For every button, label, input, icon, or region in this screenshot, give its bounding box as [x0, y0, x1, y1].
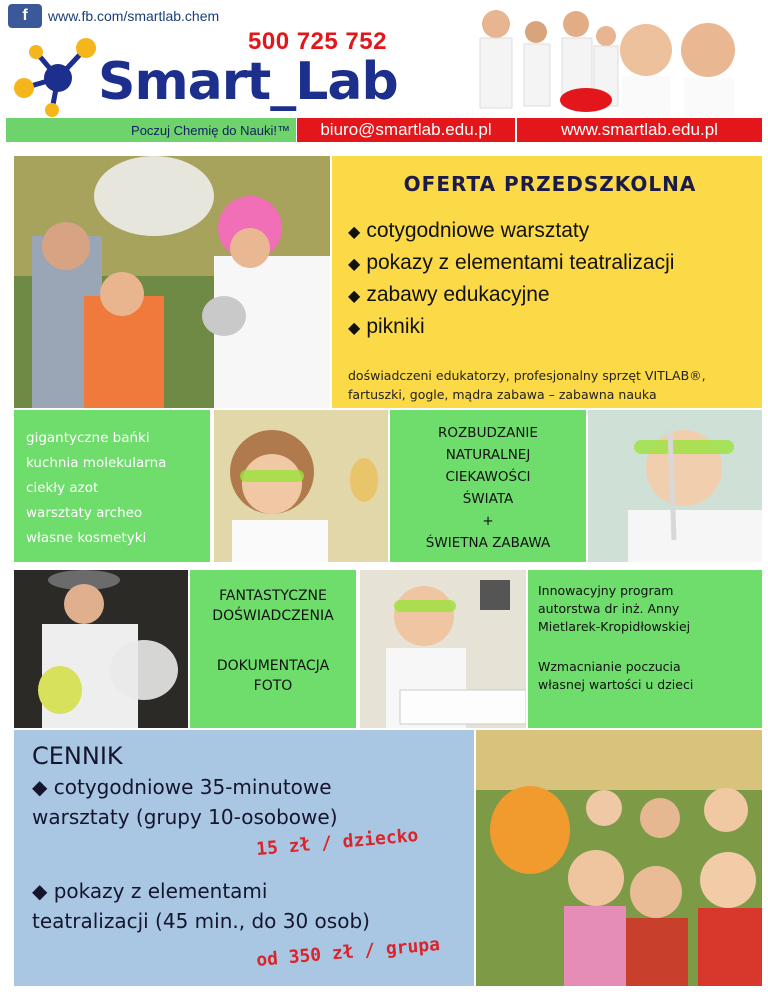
price-stamp: od 350 zł / grupa [255, 934, 441, 971]
facebook-link[interactable] [8, 4, 219, 28]
website-url[interactable]: www.smartlab.edu.pl [561, 120, 718, 139]
box-line: DOKUMENTACJA [216, 658, 330, 674]
email-address[interactable]: biuro@smartlab.edu.pl [320, 120, 492, 139]
info-line: Mietlarek-Kropidłowskiej [538, 619, 691, 634]
pricing-item-line: teatralizacji (45 min., do 30 osob) [32, 909, 370, 933]
facebook-url: www.fb.com/smartlab.chem [48, 8, 220, 24]
facebook-icon: f [8, 4, 42, 28]
experiment-show-photo [14, 156, 330, 408]
offer-note: doświadczeni edukatorzy, profesjonalny sprzęt VITLAB®, fartuszki, gogle, mądra zabawa – zabawna nauka [348, 368, 706, 402]
boy-pipette-photo [588, 410, 762, 562]
box-line: FOTO [253, 678, 293, 694]
offer-title: OFERTA PRZEDSZKOLNA [403, 172, 697, 196]
pricing-item-line: warsztaty (grupy 10-osobowe) [32, 805, 338, 829]
info-line: Wzmacnianie poczucia [538, 659, 681, 674]
diamond-bullet-icon: ◆ [348, 256, 361, 273]
diamond-bullet-icon: ◆ [348, 288, 361, 305]
list-item: ◆ cotygodniowe warsztaty [348, 219, 590, 242]
diamond-bullet-icon: ◆ [348, 320, 361, 337]
website-band[interactable] [517, 118, 762, 142]
list-item: ◆ pokazy z elementami teatralizacji [348, 251, 675, 274]
experiments-box [190, 570, 356, 728]
activities-list-box [14, 410, 210, 562]
slogan-line: NATURALNEJ [445, 447, 531, 463]
tagline-band [6, 118, 296, 142]
pricing-box [14, 730, 474, 986]
liquid-nitrogen-photo [14, 570, 188, 728]
girl-goggles-photo [214, 410, 388, 562]
slogan-line: ROZBUDZANIE [438, 425, 538, 441]
info-line: Innowacyjny program [538, 583, 674, 598]
box-line: FANTASTYCZNE [219, 588, 327, 604]
list-item: ◆ pikniki [348, 315, 425, 338]
slogan-line: ŚWIATA [462, 491, 514, 507]
price-stamp: 15 zł / dziecko [255, 824, 420, 861]
list-item: warsztaty archeo [26, 505, 143, 521]
pricing-item-line: ◆ pokazy z elementami [32, 879, 268, 903]
pricing-title: CENNIK [32, 742, 123, 770]
email-band[interactable] [297, 118, 515, 142]
slogan-line: ŚWIETNA ZABAWA [425, 535, 551, 551]
slogan-line: CIEKAWOŚCI [445, 469, 531, 485]
boy-test-tubes-photo [360, 570, 526, 728]
pricing-item-line: ◆ cotygodniowe 35-minutowe [32, 775, 332, 799]
diamond-bullet-icon: ◆ [348, 224, 361, 241]
box-line: DOŚWIADCZENIA [212, 608, 334, 624]
info-line: własnej wartości u dzieci [538, 677, 694, 692]
preschool-offer-box [332, 156, 762, 408]
list-item: własne kosmetyki [26, 530, 147, 546]
list-item: kuchnia molekularna [26, 455, 167, 471]
list-item: ◆ zabawy edukacyjne [348, 283, 550, 306]
info-line: autorstwa dr inż. Anny [538, 601, 680, 616]
molecule-logo-icon [8, 30, 108, 120]
list-item: ciekły azot [26, 480, 99, 496]
phone-number[interactable]: 500 725 752 [248, 28, 387, 55]
slogan-box [390, 410, 586, 562]
children-group-photo [476, 730, 762, 986]
brand-name: Smart_Lab [98, 52, 398, 112]
program-info-box [528, 570, 762, 728]
header-children-photo [466, 2, 766, 116]
tagline: Poczuj Chemię do Nauki!™ [131, 122, 290, 138]
slogan-line: + [482, 513, 494, 529]
list-item: gigantyczne bańki [26, 430, 150, 446]
offer-list [348, 216, 752, 344]
